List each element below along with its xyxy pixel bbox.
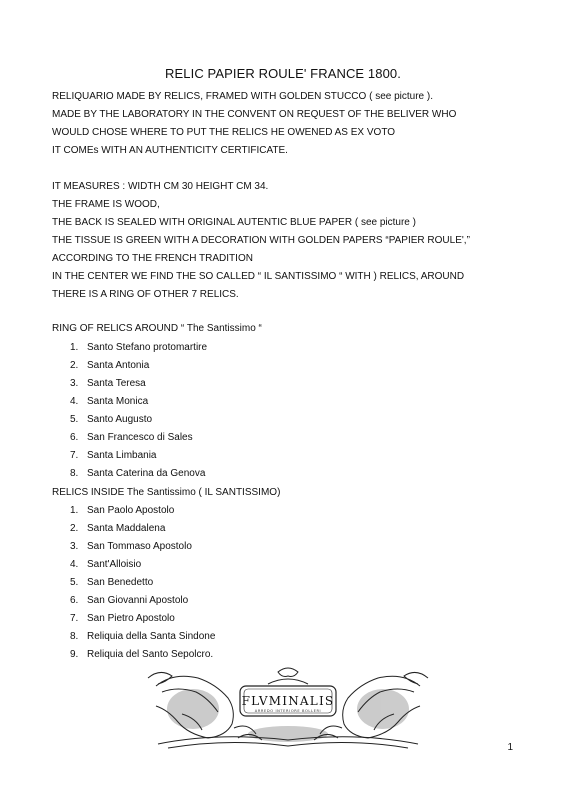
item-text: Santa Teresa bbox=[87, 378, 146, 389]
details-line: THE BACK IS SEALED WITH ORIGINAL AUTENTIC BLUE PAPER ( see picture ) bbox=[52, 217, 416, 228]
griffin-crest-logo bbox=[138, 664, 438, 754]
item-number: 1. bbox=[70, 342, 79, 353]
intro-paragraph bbox=[52, 88, 532, 160]
list-item bbox=[70, 574, 215, 592]
item-number: 7. bbox=[70, 450, 79, 461]
item-text: Santa Monica bbox=[87, 396, 149, 407]
list-item bbox=[70, 375, 207, 393]
intro-line: MADE BY THE LABORATORY IN THE CONVENT ON REQUEST OF THE BELIVER WHO bbox=[52, 109, 457, 120]
item-number: 1. bbox=[70, 505, 79, 516]
list-item bbox=[70, 556, 215, 574]
details-paragraph bbox=[52, 178, 532, 304]
item-text: San Giovanni Apostolo bbox=[87, 595, 189, 606]
item-number: 2. bbox=[70, 523, 79, 534]
item-text: Santa Antonia bbox=[87, 360, 150, 371]
list-item bbox=[70, 646, 215, 664]
list-item bbox=[70, 628, 215, 646]
item-number: 9. bbox=[70, 649, 79, 660]
list-item bbox=[70, 429, 207, 447]
list-item bbox=[70, 411, 207, 429]
ring-relics-list bbox=[70, 339, 207, 483]
svg-text:FLVMINALIS: FLVMINALIS bbox=[241, 694, 335, 708]
item-number: 6. bbox=[70, 595, 79, 606]
item-number: 6. bbox=[70, 432, 79, 443]
inside-relics-heading: RELICS INSIDE The Santissimo ( IL SANTISSIMO) bbox=[52, 487, 281, 498]
item-number: 5. bbox=[70, 577, 79, 588]
item-text: San Tommaso Apostolo bbox=[87, 541, 192, 552]
item-text: Santa Maddalena bbox=[87, 523, 166, 534]
intro-line: WOULD CHOSE WHERE TO PUT THE RELICS HE OWENED AS EX VOTO bbox=[52, 127, 396, 138]
list-item bbox=[70, 465, 207, 483]
details-line: IN THE CENTER WE FIND THE SO CALLED “ IL SANTISSIMO “ WITH ) RELICS, AROUND bbox=[52, 271, 465, 282]
inside-relics-list bbox=[70, 502, 215, 664]
list-item bbox=[70, 393, 207, 411]
document-title: RELIC PAPIER ROULE' FRANCE 1800. bbox=[165, 66, 401, 81]
list-item bbox=[70, 520, 215, 538]
item-text: San Benedetto bbox=[87, 577, 154, 588]
item-text: Santo Augusto bbox=[87, 414, 153, 425]
item-number: 5. bbox=[70, 414, 79, 425]
item-text: San Pietro Apostolo bbox=[87, 613, 175, 624]
intro-line: IT COMEs WITH AN AUTHENTICITY CERTIFICATE. bbox=[52, 145, 288, 156]
item-number: 8. bbox=[70, 631, 79, 642]
item-text: San Francesco di Sales bbox=[87, 432, 193, 443]
details-line: IT MEASURES : WIDTH CM 30 HEIGHT CM 34. bbox=[52, 181, 269, 192]
intro-line: RELIQUARIO MADE BY RELICS, FRAMED WITH GOLDEN STUCCO ( see picture ). bbox=[52, 91, 433, 102]
list-item bbox=[70, 502, 215, 520]
ring-relics-heading: RING OF RELICS AROUND “ The Santissimo “ bbox=[52, 323, 262, 334]
details-line: THE TISSUE IS GREEN WITH A DECORATION WITH GOLDEN PAPERS “PAPIER ROULE',” bbox=[52, 235, 470, 246]
list-item bbox=[70, 447, 207, 465]
item-number: 8. bbox=[70, 468, 79, 479]
item-text: Santo Stefano protomartire bbox=[87, 342, 208, 353]
item-text: Santa Caterina da Genova bbox=[87, 468, 206, 479]
item-number: 4. bbox=[70, 559, 79, 570]
list-item bbox=[70, 610, 215, 628]
item-text: San Paolo Apostolo bbox=[87, 505, 175, 516]
list-item bbox=[70, 538, 215, 556]
item-text: Reliquia del Santo Sepolcro. bbox=[87, 649, 214, 660]
item-number: 3. bbox=[70, 378, 79, 389]
item-text: Santa Limbania bbox=[87, 450, 157, 461]
item-number: 3. bbox=[70, 541, 79, 552]
list-item bbox=[70, 592, 215, 610]
item-number: 4. bbox=[70, 396, 79, 407]
item-text: Reliquia della Santa Sindone bbox=[87, 631, 216, 642]
item-text: Sant'Alloisio bbox=[87, 559, 142, 570]
svg-text:ARREDO INTERIORE BOLLERI: ARREDO INTERIORE BOLLERI bbox=[254, 709, 322, 713]
details-line: THE FRAME IS WOOD, bbox=[52, 199, 160, 210]
list-item bbox=[70, 357, 207, 375]
item-number: 2. bbox=[70, 360, 79, 371]
item-number: 7. bbox=[70, 613, 79, 624]
details-line: THERE IS A RING OF OTHER 7 RELICS. bbox=[52, 289, 239, 300]
page-number: 1 bbox=[507, 742, 513, 753]
details-line: ACCORDING TO THE FRENCH TRADITION bbox=[52, 253, 253, 264]
list-item bbox=[70, 339, 207, 357]
